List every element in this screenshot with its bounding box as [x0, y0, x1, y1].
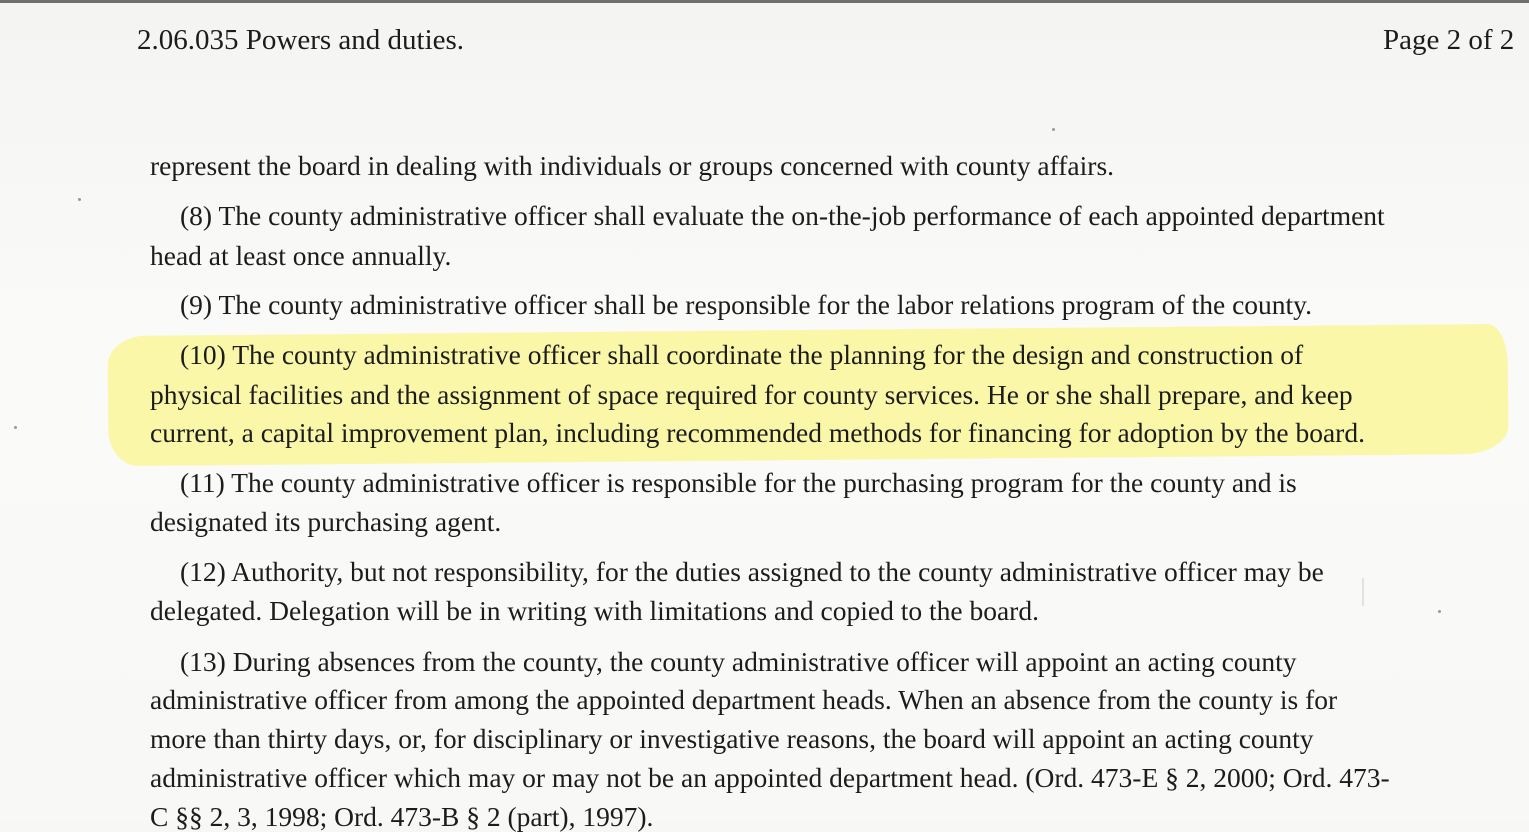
paragraph-12-line-2: delegated. Delegation will be in writing with limitations and copied to the board. [150, 595, 1039, 626]
paragraph-13-line-3: more than thirty days, or, for disciplinary or investigative reasons, the board will appoint an acting county [150, 723, 1314, 754]
paragraph-13-line-5: C §§ 2, 3, 1998; Ord. 473-B § 2 (part), 1997). [150, 801, 654, 832]
body-line: represent the board in dealing with individuals or groups concerned with county affairs. [150, 150, 1115, 181]
page-top-edge [0, 0, 1529, 3]
paragraph-8-line-2: head at least once annually. [150, 240, 452, 271]
paragraph-8-line-1: (8) The county administrative officer shall evaluate the on-the-job performance of each appointed department [180, 200, 1385, 231]
scan-crease [1362, 578, 1364, 606]
paragraph-11-line-2: designated its purchasing agent. [150, 506, 502, 537]
paragraph-13-line-1: (13) During absences from the county, the county administrative officer will appoint an acting county [180, 646, 1297, 677]
paragraph-11-line-1: (11) The county administrative officer is responsible for the purchasing program for the county and is [180, 467, 1297, 498]
scan-speck [1052, 128, 1055, 131]
paragraph-10-line-1: (10) The county administrative officer shall coordinate the planning for the design and construction of [180, 339, 1304, 370]
paragraph-13-line-2: administrative officer from among the appointed department heads. When an absence from the county is for [150, 684, 1338, 715]
page-number: Page 2 of 2 [1383, 24, 1515, 56]
paragraph-10-line-3: current, a capital improvement plan, including recommended methods for financing for adoption by the board. [150, 417, 1365, 448]
scan-speck [1438, 610, 1441, 613]
section-title: 2.06.035 Powers and duties. [137, 24, 465, 56]
paragraph-13-line-4: administrative officer which may or may not be an appointed department head. (Ord. 473-E § 2, 2000; Ord. 473- [150, 762, 1390, 793]
paragraph-12-line-1: (12) Authority, but not responsibility, for the duties assigned to the county administrative officer may be [180, 556, 1324, 587]
paragraph-10-line-2: physical facilities and the assignment of space required for county services. He or she shall prepare, and keep [150, 379, 1353, 410]
paragraph-9: (9) The county administrative officer shall be responsible for the labor relations program of the county. [180, 289, 1312, 320]
scan-speck [78, 198, 81, 201]
scan-speck [14, 426, 17, 429]
